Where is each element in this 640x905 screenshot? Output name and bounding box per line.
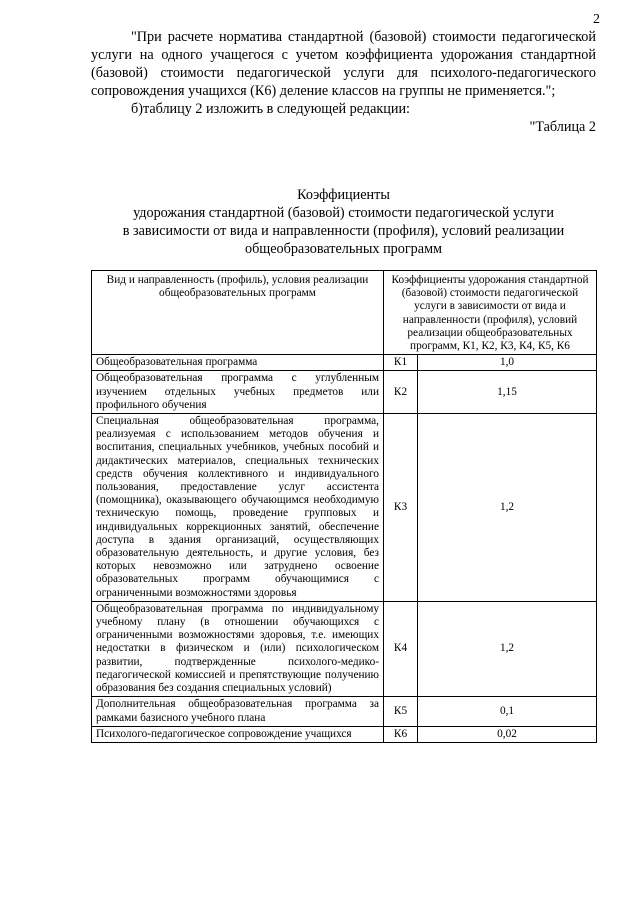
paragraph-table-instruction: б)таблицу 2 изложить в следующей редакции: <box>131 101 410 117</box>
row-code: К3 <box>384 414 418 602</box>
header-cell-program-type: Вид и направленность (профиль), условия реализации общеобразовательных программ <box>92 271 384 355</box>
row-description: Психолого-педагогическое сопровождение учащихся <box>92 726 384 742</box>
heading-line-2: удорожания стандартной (базовой) стоимости педагогической услуги <box>133 205 554 221</box>
row-code: К2 <box>384 371 418 414</box>
table-heading <box>91 186 596 258</box>
body-text <box>91 28 596 136</box>
heading-line-3: в зависимости от вида и направленности (профиля), условий реализации <box>122 223 565 239</box>
table-row <box>92 371 597 414</box>
header-cell-coefficients: Коэффициенты удорожания стандартной (базовой) стоимости педагогической услуги в зависимости от вида и направленности (профиля), условий реализации общеобразовательных программ, К1, К2, К3, К4, К5, К6 <box>384 271 597 355</box>
row-value: 1,2 <box>418 601 597 696</box>
row-value: 1,15 <box>418 371 597 414</box>
row-description: Общеобразовательная программа <box>92 355 384 371</box>
table-row <box>92 414 597 602</box>
paragraph-amendment: "При расчете норматива стандартной (базовой) стоимости педагогической услуги на одного учащегося с учетом коэффициента удорожания стандартной (базовой) стоимости педагогической услуги для психолого-педагогического сопровождения учащихся (К6) деление классов на группы не применяется."; <box>91 29 596 99</box>
row-code: К6 <box>384 726 418 742</box>
page-number: 2 <box>593 12 600 27</box>
heading-line-1: Коэффициенты <box>297 187 390 203</box>
row-code: К1 <box>384 355 418 371</box>
row-code: К5 <box>384 697 418 726</box>
row-description: Общеобразовательная программа по индивидуальному учебному плану (в отношении обучающихся с ограниченными возможностями здоровья, т.е. имеющих недостатки в физическом и (или) психологическом развитии, подтвержденные психолого-медико-педагогической комиссией и препятствующие получению образования без создания специальных условий) <box>92 601 384 696</box>
row-value: 0,1 <box>418 697 597 726</box>
table-reference: "Таблица 2 <box>529 119 596 135</box>
row-description: Дополнительная общеобразовательная программа за рамками базисного учебного плана <box>92 697 384 726</box>
table-row <box>92 601 597 696</box>
heading-line-4: общеобразовательных программ <box>244 241 443 257</box>
row-value: 1,0 <box>418 355 597 371</box>
table-row <box>92 726 597 742</box>
row-code: К4 <box>384 601 418 696</box>
table-row <box>92 355 597 371</box>
row-description: Общеобразовательная программа с углубленным изучением отдельных учебных предметов или профильного обучения <box>92 371 384 414</box>
row-value: 1,2 <box>418 414 597 602</box>
coefficients-table <box>91 270 597 743</box>
table-row <box>92 697 597 726</box>
row-value: 0,02 <box>418 726 597 742</box>
table-header-row <box>92 271 597 355</box>
row-description: Специальная общеобразовательная программа, реализуемая с использованием методов обучения и воспитания, специальных учебников, учебных пособий и дидактических материалов, специальных технических средств обучения коллективного и индивидуального пользования, предоставление услуг ассистента (помощника), оказывающего обучающимся необходимую техническую помощь, проведение групповых и индивидуальных коррекционных занятий, обеспечение доступа в здания организаций, осуществляющих образовательную деятельность, и другие условия, без которых невозможно или затруднено освоение образовательных программ обучающимися с ограниченными возможностями здоровья <box>92 414 384 602</box>
